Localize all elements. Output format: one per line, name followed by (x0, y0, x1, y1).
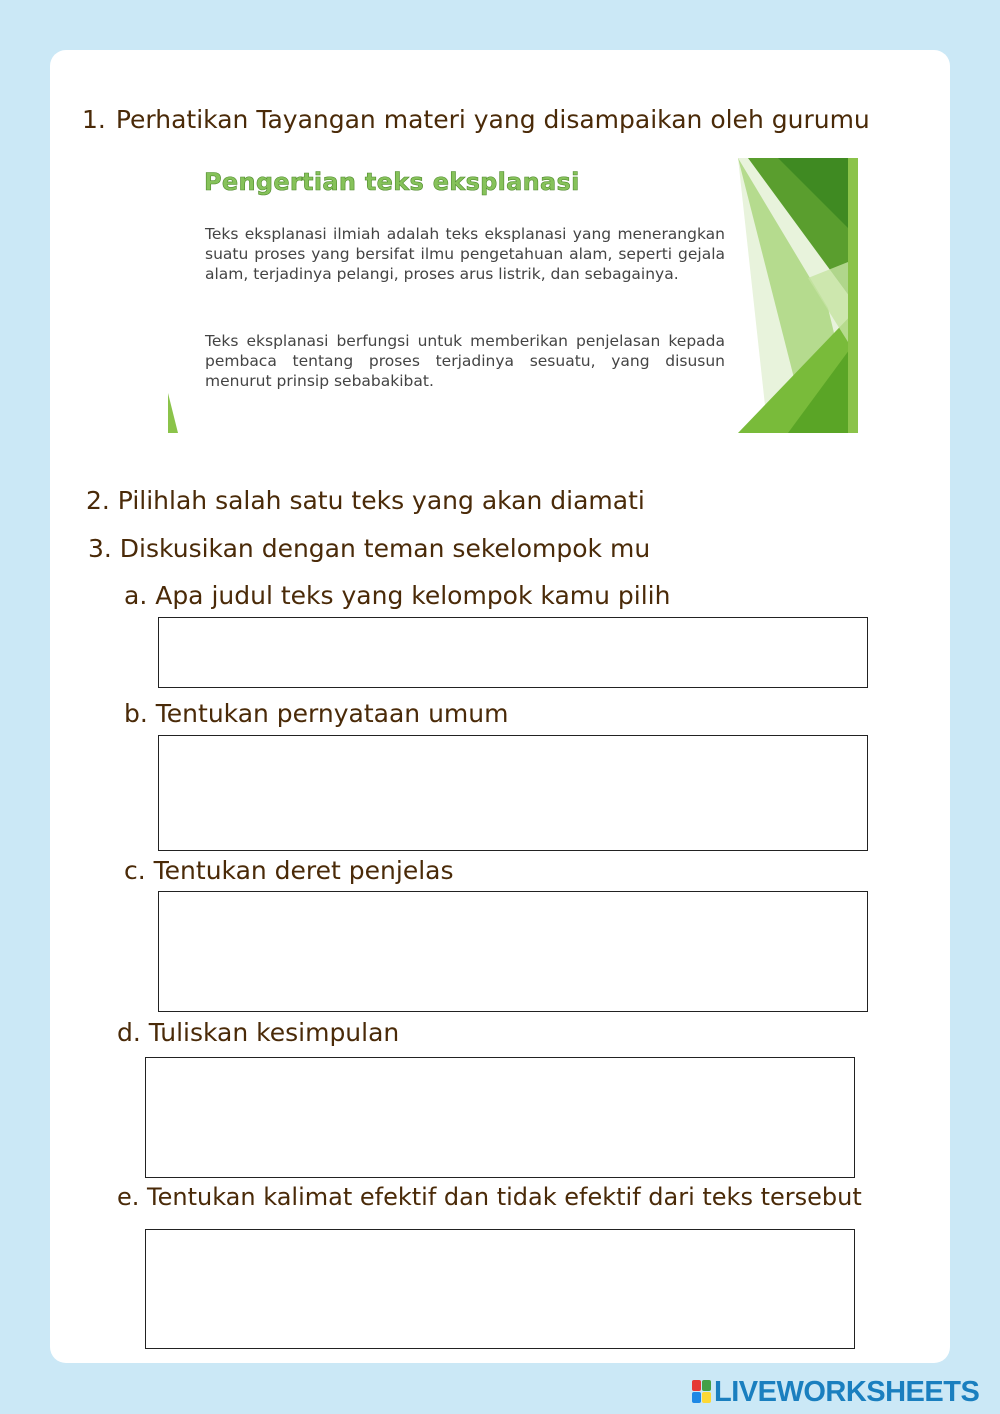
question-1-number: 1. (82, 105, 106, 134)
liveworksheets-logo-text: LIVEWORKSHEETS (714, 1375, 980, 1408)
slide-paragraph-1: Teks eksplanasi ilmiah adalah teks eksplanasi yang menerangkan suatu proses yang bersifat ilmu pengetahuan alam, seperti gejala alam, terjadinya pelangi, proses arus listrik, dan sebagainya. (205, 225, 725, 283)
answer-box-a[interactable] (158, 617, 868, 688)
liveworksheets-logo (692, 1375, 980, 1408)
slide-paragraph-2: Teks eksplanasi berfungsi untuk memberikan penjelasan kepada pembaca tentang proses terjadinya sesuatu, yang disusun menurut prinsip sebabakibat. (205, 332, 725, 390)
sub-question-c: c. Tentukan deret penjelas (124, 856, 454, 885)
slide-green-decoration (168, 158, 858, 433)
slide-title: Pengertian teks eksplanasi (204, 168, 580, 196)
sub-question-e: e. Tentukan kalimat efektif dan tidak efektif dari teks tersebut (117, 1183, 862, 1211)
answer-box-c[interactable] (158, 891, 868, 1012)
liveworksheets-logo-icon (692, 1380, 712, 1404)
answer-box-b[interactable] (158, 735, 868, 851)
material-slide-image (168, 158, 858, 433)
question-1-text: Perhatikan Tayangan materi yang disampaikan oleh gurumu (115, 105, 870, 134)
question-1 (82, 107, 870, 132)
question-2: 2. Pilihlah salah satu teks yang akan diamati (86, 486, 645, 515)
answer-box-e[interactable] (145, 1229, 855, 1349)
sub-question-a: a. Apa judul teks yang kelompok kamu pilih (124, 581, 671, 610)
answer-box-d[interactable] (145, 1057, 855, 1178)
question-3: 3. Diskusikan dengan teman sekelompok mu (88, 534, 651, 563)
sub-question-d: d. Tuliskan kesimpulan (117, 1018, 400, 1047)
sub-question-b: b. Tentukan pernyataan umum (124, 699, 509, 728)
